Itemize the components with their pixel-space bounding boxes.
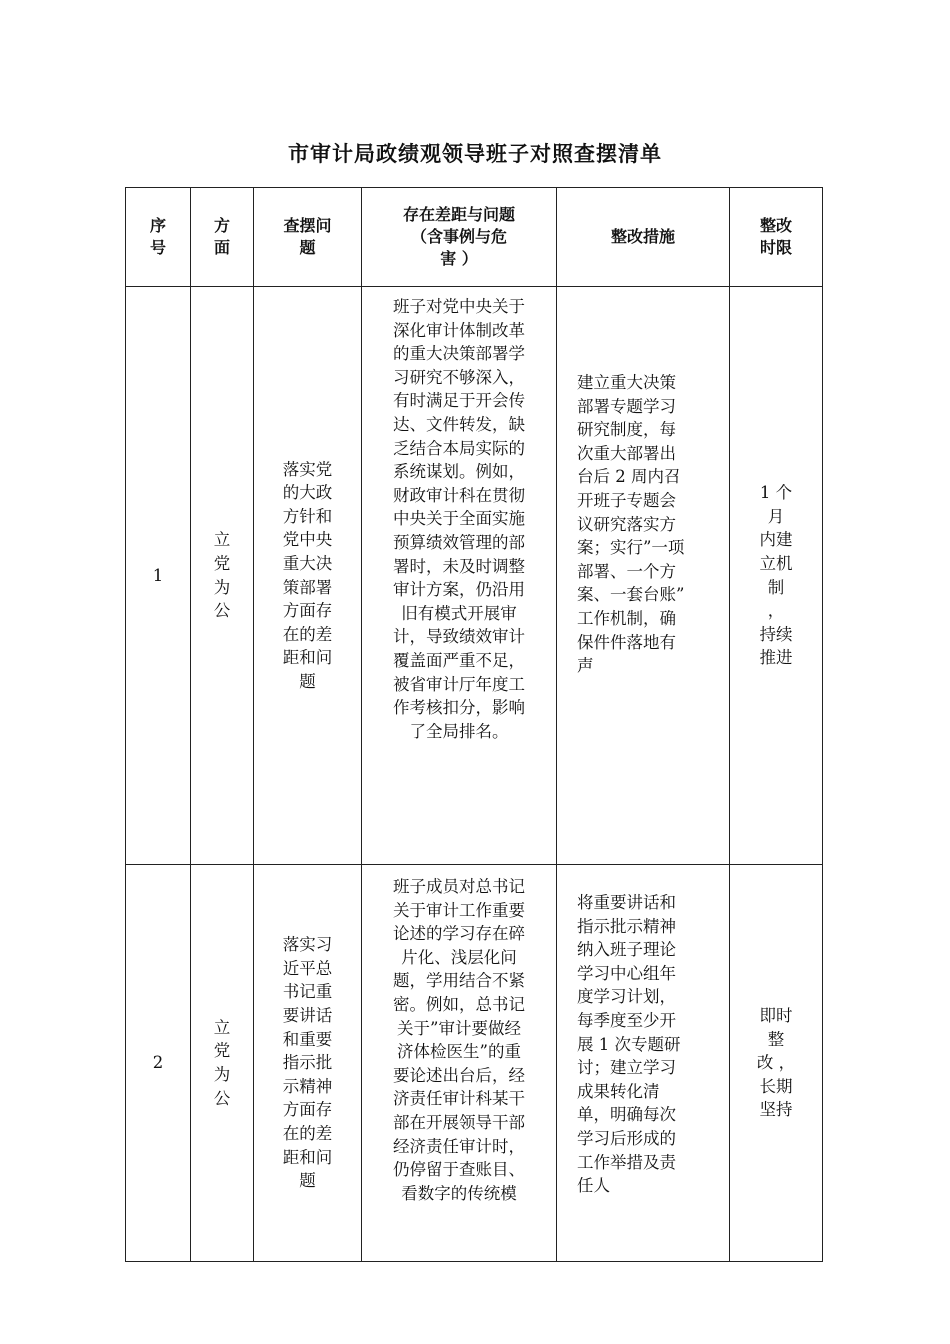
cell-deadline: 即时 整 改 ， 长期 坚持: [730, 865, 823, 1262]
cell-issue: 落实习 近平总 书记重 要讲话 和重要 指示批 示精神 方面存 在的差 距和问 题: [254, 865, 362, 1262]
cell-no: 1: [126, 287, 191, 865]
cell-issue: 落实党 的大政 方针和 党中央 重大决 策部署 方面存 在的差 距和问 题: [254, 287, 362, 865]
cell-problem: 班子对党中央关于 深化审计体制改革 的重大决策部署学 习研究不够深入， 有时满足于开会传 达、文件转发，缺 乏结合本局实际的 系统谋划。例如， 财政审计科在贯彻 中央关于全面实施 预算绩效管理的部 署时，未及时调整 审计方案，仍沿用 旧有模式开展审 计，导致绩效审计 覆盖面严重不足， 被省审计厅年度工 作考核扣分，影响 了全局排名。: [362, 287, 557, 865]
header-no: 序 号: [126, 188, 191, 287]
cell-no: 2: [126, 865, 191, 1262]
cell-aspect: 立 党 为 公: [191, 865, 254, 1262]
header-problem: 存在差距与问题 （含事例与危 害 ）: [362, 188, 557, 287]
header-deadline: 整改 时限: [730, 188, 823, 287]
cell-measure: 建立重大决策 部署专题学习 研究制度，每 次重大部署出 台后 2 周内召 开班子专题会 议研究落实方 案；实行”一项 部署、一个方 案、一套台账” 工作机制，确 保件件落地有 声: [557, 287, 730, 865]
cell-deadline: 1 个 月 内建 立机 制 ， 持续 推进: [730, 287, 823, 865]
header-measure: 整改措施: [557, 188, 730, 287]
table-row: [126, 287, 823, 865]
header-issue: 查摆问 题: [254, 188, 362, 287]
checklist-table: [125, 187, 823, 1262]
cell-measure: 将重要讲话和 指示批示精神 纳入班子理论 学习中心组年 度学习计划， 每季度至少开 展 1 次专题研 讨；建立学习 成果转化清 单，明确每次 学习后形成的 工作举措及责 任人: [557, 865, 730, 1262]
document-title: 市审计局政绩观领导班子对照查摆清单: [288, 142, 662, 166]
cell-aspect: 立 党 为 公: [191, 287, 254, 865]
cell-problem: 班子成员对总书记 关于审计工作重要 论述的学习存在碎 片化、浅层化问 题，学用结合不紧 密。例如，总书记 关于”审计要做经 济体检医生”的重 要论述出台后，经 济责任审计科某干 部在开展领导干部 经济责任审计时， 仍停留于查账目、 看数字的传统模: [362, 865, 557, 1262]
table-row: [126, 865, 823, 1262]
header-aspect: 方 面: [191, 188, 254, 287]
table-header-row: [126, 188, 823, 287]
